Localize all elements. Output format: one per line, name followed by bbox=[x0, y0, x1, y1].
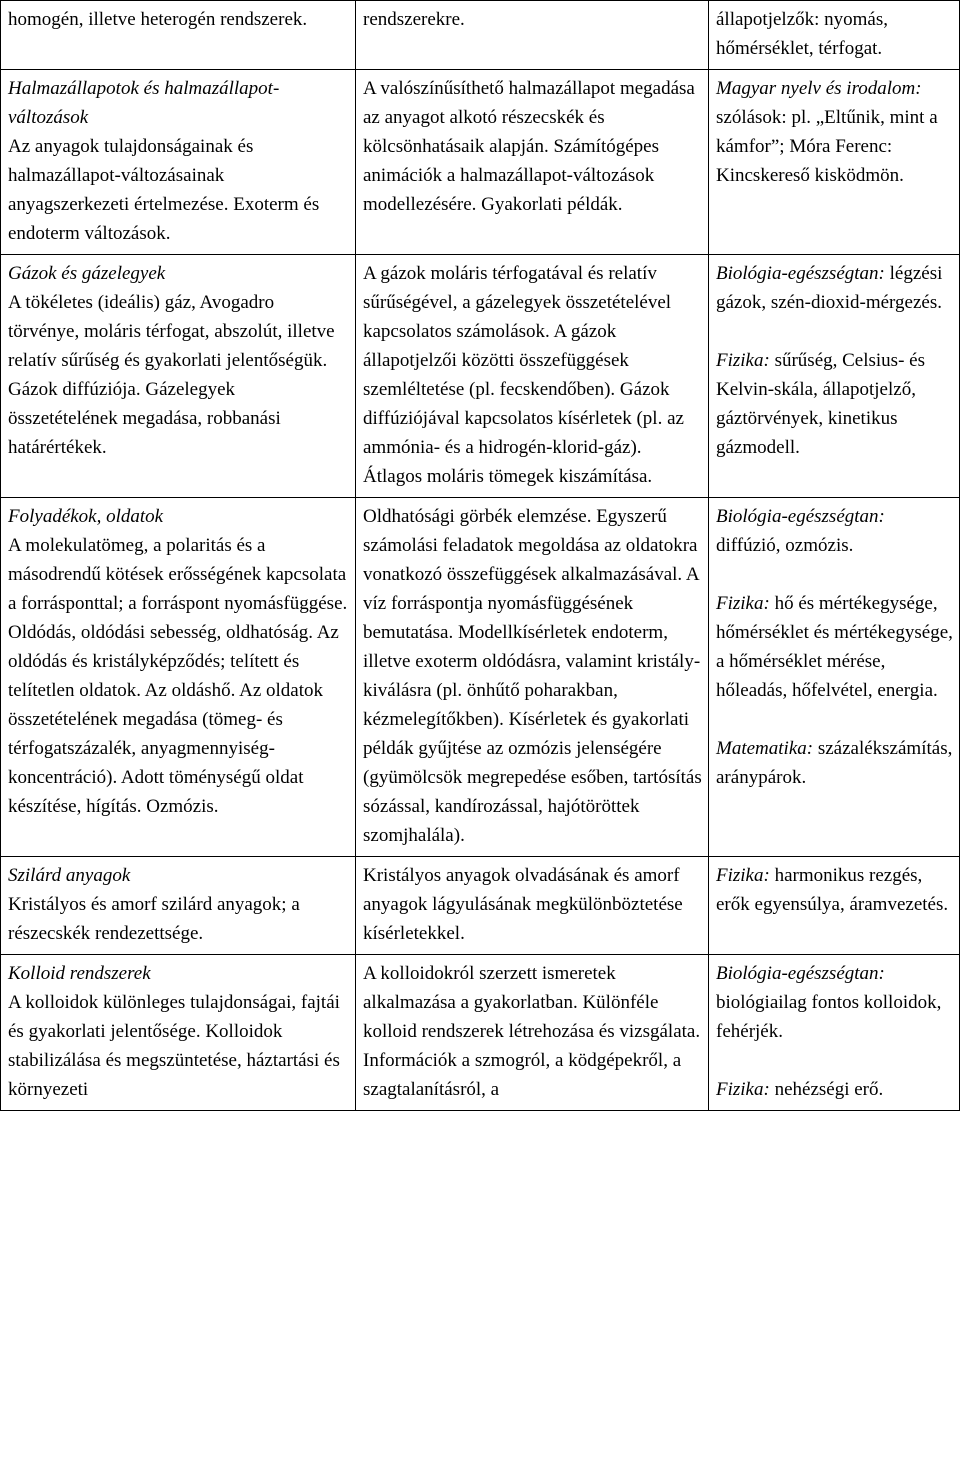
connection-entry bbox=[716, 502, 953, 560]
connection-subject: Magyar nyelv és irodalom: bbox=[716, 78, 922, 99]
topic-text: Kristályos és amorf szilárd anyagok; a részecskék rendezettsége. bbox=[8, 894, 300, 944]
connection-text: sűrűség, Celsius- és Kelvin-skála, állapotjelző, gáztörvények, kinetikus gázmodell. bbox=[716, 350, 925, 458]
topic-text: A molekulatömeg, a polaritás és a másodrendű kötések erősségének kapcsolata a forrásponttal; a forráspont nyomásfüggése. Oldódás, oldódási sebesség, oldhatóság. Az oldódás és kristályképződés; telített és telítetlen oldatok. Az oldáshő. Az oldatok összetételének megadása (tömeg- és térfogatszázalék, anyagmennyiség-koncentráció). Adott töménységű oldat készítése, hígítás. Ozmózis. bbox=[8, 535, 348, 817]
activities-cell bbox=[356, 857, 709, 955]
activities-text: Kristályos anyagok olvadásának és amorf anyagok lágyulásának megkülönböztetése kísérletekkel. bbox=[363, 865, 683, 944]
topic-text: A kolloidok különleges tulajdonságai, fajtái és gyakorlati jelentősége. Kolloidok stabilizálása és megszüntetése, háztartási és környezeti bbox=[8, 992, 340, 1100]
connections-cell bbox=[709, 857, 960, 955]
activities-text: rendszerekre. bbox=[363, 9, 465, 30]
connection-text: harmonikus rezgés, erők egyensúlya, áramvezetés. bbox=[716, 865, 949, 915]
connections-cell bbox=[709, 955, 960, 1111]
topic-title: Halmazállapotok és halmazállapot-változások bbox=[8, 78, 280, 128]
connection-subject: Biológia-egészségtan: bbox=[716, 506, 885, 527]
connection-subject: Fizika: bbox=[716, 865, 770, 886]
activities-text: A valószínűsíthető halmazállapot megadása az anyagot alkotó részecskék és kölcsönhatásaik alapján. Számítógépes animációk a halmazállapot-változások modellezésére. Gyakorlati példák. bbox=[363, 78, 695, 215]
topic-text: A tökéletes (ideális) gáz, Avogadro törvénye, moláris térfogat, abszolút, illetve relatív sűrűség és gyakorlati jelentőségük. Gázok diffúziója. Gázelegyek összetételének megadása, robbanási határértékek. bbox=[8, 292, 335, 458]
table-row bbox=[1, 70, 960, 255]
connection-subject: Biológia-egészségtan: bbox=[716, 263, 885, 284]
connection-text: hő és mértékegysége, hőmérséklet és mértékegysége, a hőmérséklet mérése, hőleadás, hőfelvétel, energia. bbox=[716, 593, 953, 701]
connection-text: százalékszámítás, aránypárok. bbox=[716, 738, 953, 788]
topic-cell bbox=[1, 1, 356, 70]
connection-entry bbox=[716, 589, 953, 705]
connection-subject: Matematika: bbox=[716, 738, 814, 759]
topic-cell bbox=[1, 955, 356, 1111]
table-row bbox=[1, 255, 960, 498]
activities-cell bbox=[356, 70, 709, 255]
connection-text: nehézségi erő. bbox=[769, 1079, 884, 1100]
activities-text: A gázok moláris térfogatával és relatív sűrűségével, a gázelegyek összetételével kapcsolatos számolások. A gázok állapotjelzői közötti összefüggések szemléltetése (pl. fecskendőben). Gázok diffúziójával kapcsolatos kísérletek (pl. az ammónia- és a hidrogén-klorid-gáz). Átlagos moláris tömegek kiszámítása. bbox=[363, 263, 684, 487]
topic-text: Az anyagok tulajdonságainak és halmazállapot-változásainak anyagszerkezeti értelmezése. Exoterm és endoterm változások. bbox=[8, 136, 320, 244]
connection-text: légzési gázok, szén-dioxid-mérgezés. bbox=[716, 263, 943, 313]
table-row bbox=[1, 1, 960, 70]
topic-title: Szilárd anyagok bbox=[8, 865, 131, 886]
table-row bbox=[1, 498, 960, 857]
connection-subject: Fizika: bbox=[716, 593, 770, 614]
connection-text: állapotjelzők: nyomás, hőmérséklet, térfogat. bbox=[716, 9, 889, 59]
connection-text: diffúzió, ozmózis. bbox=[716, 535, 854, 556]
connection-entry bbox=[716, 1075, 953, 1104]
connection-entry bbox=[716, 259, 953, 317]
connection-subject: Fizika: bbox=[716, 350, 770, 371]
activities-cell bbox=[356, 255, 709, 498]
activities-cell bbox=[356, 1, 709, 70]
connections-cell bbox=[709, 498, 960, 857]
topic-title: Folyadékok, oldatok bbox=[8, 506, 164, 527]
table-row bbox=[1, 857, 960, 955]
connection-text: szólások: pl. „Eltűnik, mint a kámfor”; Móra Ferenc: Kincskereső kisködmön. bbox=[716, 107, 938, 186]
activities-text: Oldhatósági görbék elemzése. Egyszerű számolási feladatok megoldása az oldatokra vonatkozó összefüggések alkalmazásával. A víz forráspontja nyomásfüggésének bemutatása. Modellkísérletek endoterm, illetve exoterm oldódásra, valamint kristály-kiválásra (pl. önhűtő poharakban, kézmelegítőkben). Kísérletek és gyakorlati példák gyűjtése az ozmózis jelenségére (gyümölcsök megrepedése esőben, tartósítás sózással, kandírozással, hajótöröttek szomjhalála). bbox=[363, 506, 702, 846]
topic-cell bbox=[1, 498, 356, 857]
topic-text: homogén, illetve heterogén rendszerek. bbox=[8, 9, 308, 30]
connection-entry bbox=[716, 346, 953, 462]
connections-cell bbox=[709, 255, 960, 498]
connection-entry bbox=[716, 861, 953, 919]
activities-text: A kolloidokról szerzett ismeretek alkalmazása a gyakorlatban. Különféle kolloid rendszerek létrehozása és vizsgálata. Információk a szmogról, a ködgépekről, a szagtalanításról, a bbox=[363, 963, 701, 1100]
activities-cell bbox=[356, 955, 709, 1111]
connection-subject: Fizika: bbox=[716, 1079, 770, 1100]
connections-cell bbox=[709, 70, 960, 255]
activities-cell bbox=[356, 498, 709, 857]
topic-cell bbox=[1, 857, 356, 955]
connection-entry bbox=[716, 959, 953, 1046]
connection-text: biológiailag fontos kolloidok, fehérjék. bbox=[716, 992, 942, 1042]
topic-title: Kolloid rendszerek bbox=[8, 963, 151, 984]
table-row bbox=[1, 955, 960, 1111]
topic-cell bbox=[1, 255, 356, 498]
topic-cell bbox=[1, 70, 356, 255]
connection-subject: Biológia-egészségtan: bbox=[716, 963, 885, 984]
connections-cell bbox=[709, 1, 960, 70]
connection-entry bbox=[716, 734, 953, 792]
connection-entry bbox=[716, 5, 953, 63]
topic-title: Gázok és gázelegyek bbox=[8, 263, 166, 284]
connection-entry bbox=[716, 74, 953, 190]
